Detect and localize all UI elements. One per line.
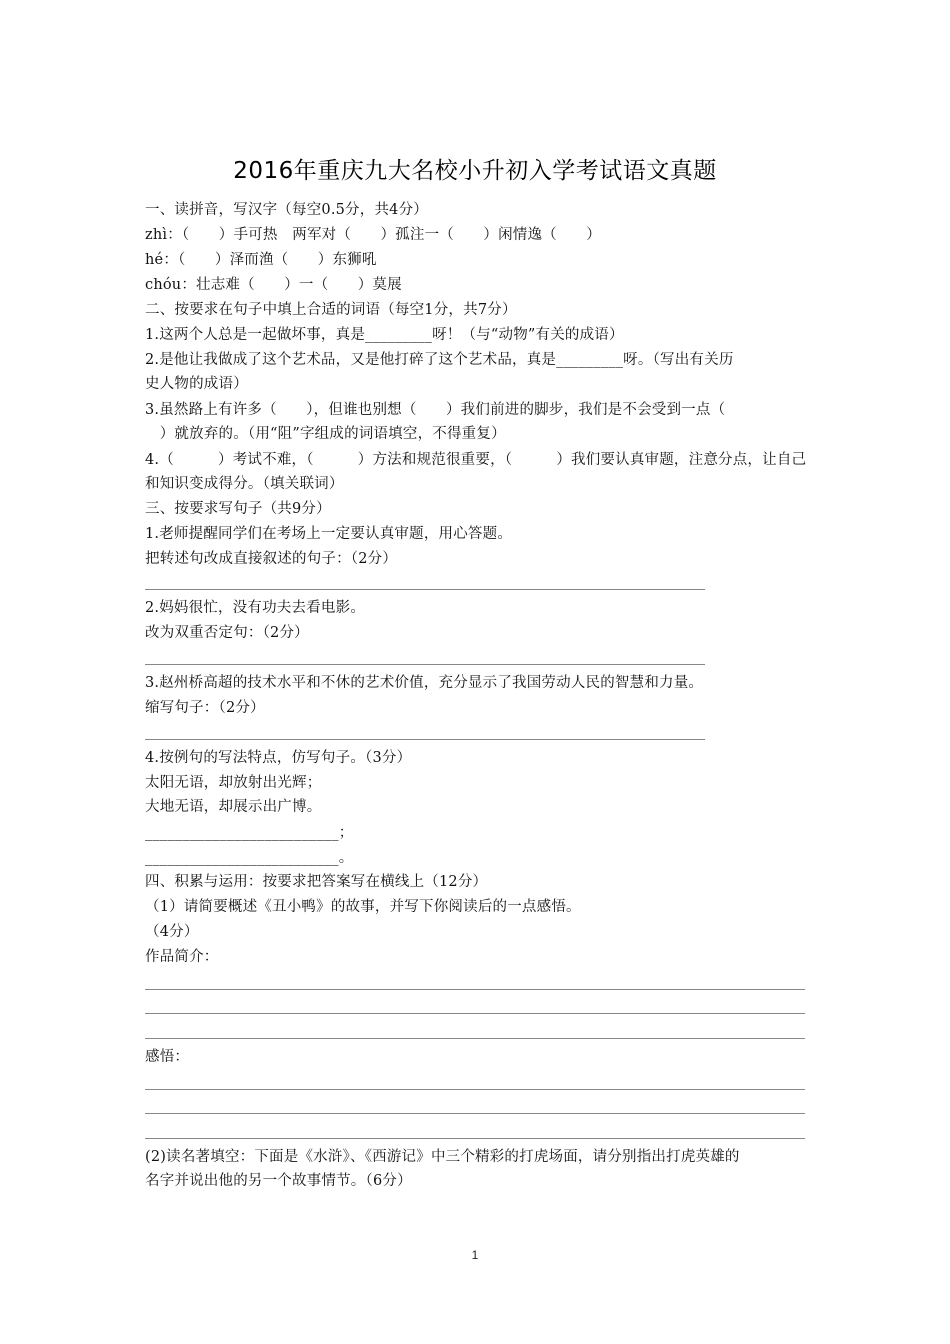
answer-line[interactable] xyxy=(145,1138,805,1139)
page-number: 1 xyxy=(471,1248,479,1262)
question-2-4-cont: 和知识变成得分。（填关联词） xyxy=(145,476,344,492)
summary-label: 作品简介： xyxy=(145,949,219,965)
answer-line[interactable] xyxy=(145,589,705,590)
answer-line[interactable] xyxy=(145,1113,805,1114)
imitation-blank-2[interactable]: __________________________。 xyxy=(145,850,354,866)
question-2-2: 2.是他让我做成了这个艺术品，又是他打碎了这个艺术品，真是_________呀。（写出有关历 xyxy=(145,352,734,368)
question-2-3-cont: ）就放弃的。（用“阻”字组成的词语填空，不得重复） xyxy=(145,426,506,442)
answer-line[interactable] xyxy=(145,739,705,740)
section-1-heading: 一、读拼音，写汉字（每空0.5分，共4分） xyxy=(145,202,428,218)
section-3-heading: 三、按要求写句子（共9分） xyxy=(145,501,331,517)
question-4-1-score: （4分） xyxy=(145,924,199,940)
question-2-1: 1.这两个人总是一起做坏事，真是_________呀！（与“动物”有关的成语） xyxy=(145,327,624,343)
question-4-1: （1）请简要概述《丑小鸭》的故事，并写下你阅读后的一点感悟。 xyxy=(145,899,581,915)
question-3-2-instruction: 改为双重否定句：（2分） xyxy=(145,625,309,641)
question-3-3: 3.赵州桥高超的技术水平和不休的艺术价值，充分显示了我国劳动人民的智慧和力量。 xyxy=(145,675,704,691)
question-2-3: 3.虽然路上有许多（ ），但谁也别想（ ）我们前进的脚步，我们是不会受到一点（ xyxy=(145,402,726,418)
section-4-heading: 四、积累与运用：按要求把答案写在横线上（12分） xyxy=(145,874,488,890)
question-4-2: (2)读名著填空：下面是《水浒》、《西游记》中三个精彩的打虎场面，请分别指出打虎英雄的 xyxy=(145,1149,740,1165)
answer-line[interactable] xyxy=(145,664,705,665)
pinyin-line-chou: chóu：壮志难（ ）一（ ）莫展 xyxy=(145,277,402,293)
question-3-3-instruction: 缩写句子：（2分） xyxy=(145,700,265,716)
question-2-4: 4.（ ）考试不难，（ ）方法和规范很重要，（ ）我们要认真审题，注意分点，让自己 xyxy=(145,452,807,468)
imitation-blank-1[interactable]: __________________________； xyxy=(145,825,354,841)
question-2-2-cont: 史人物的成语） xyxy=(145,376,248,392)
example-sentence-1: 太阳无语，却放射出光辉； xyxy=(145,775,322,791)
answer-line[interactable] xyxy=(145,1038,805,1039)
question-3-4: 4.按例句的写法特点，仿写句子。（3分） xyxy=(145,750,412,766)
question-4-2-cont: 名字并说出他的另一个故事情节。（6分） xyxy=(145,1173,412,1189)
example-sentence-2: 大地无语，却展示出广博。 xyxy=(145,799,322,815)
reflection-label: 感悟： xyxy=(145,1049,190,1065)
answer-line[interactable] xyxy=(145,1089,805,1090)
answer-line[interactable] xyxy=(145,989,805,990)
page-title: 2016年重庆九大名校小升初入学考试语文真题 xyxy=(233,158,717,184)
pinyin-line-zhi: zhì：（ ）手可热 两军对（ ）孤注一（ ）闲情逸（ ） xyxy=(145,227,601,243)
question-3-1: 1.老师提醒同学们在考场上一定要认真审题，用心答题。 xyxy=(145,526,513,542)
answer-line[interactable] xyxy=(145,1013,805,1014)
section-2-heading: 二、按要求在句子中填上合适的词语（每空1分，共7分） xyxy=(145,302,517,318)
question-3-1-instruction: 把转述句改成直接叙述的句子：（2分） xyxy=(145,551,398,567)
question-3-2: 2.妈妈很忙，没有功夫去看电影。 xyxy=(145,600,366,616)
pinyin-line-he: hé：（ ）泽而渔（ ）东狮吼 xyxy=(145,252,377,268)
